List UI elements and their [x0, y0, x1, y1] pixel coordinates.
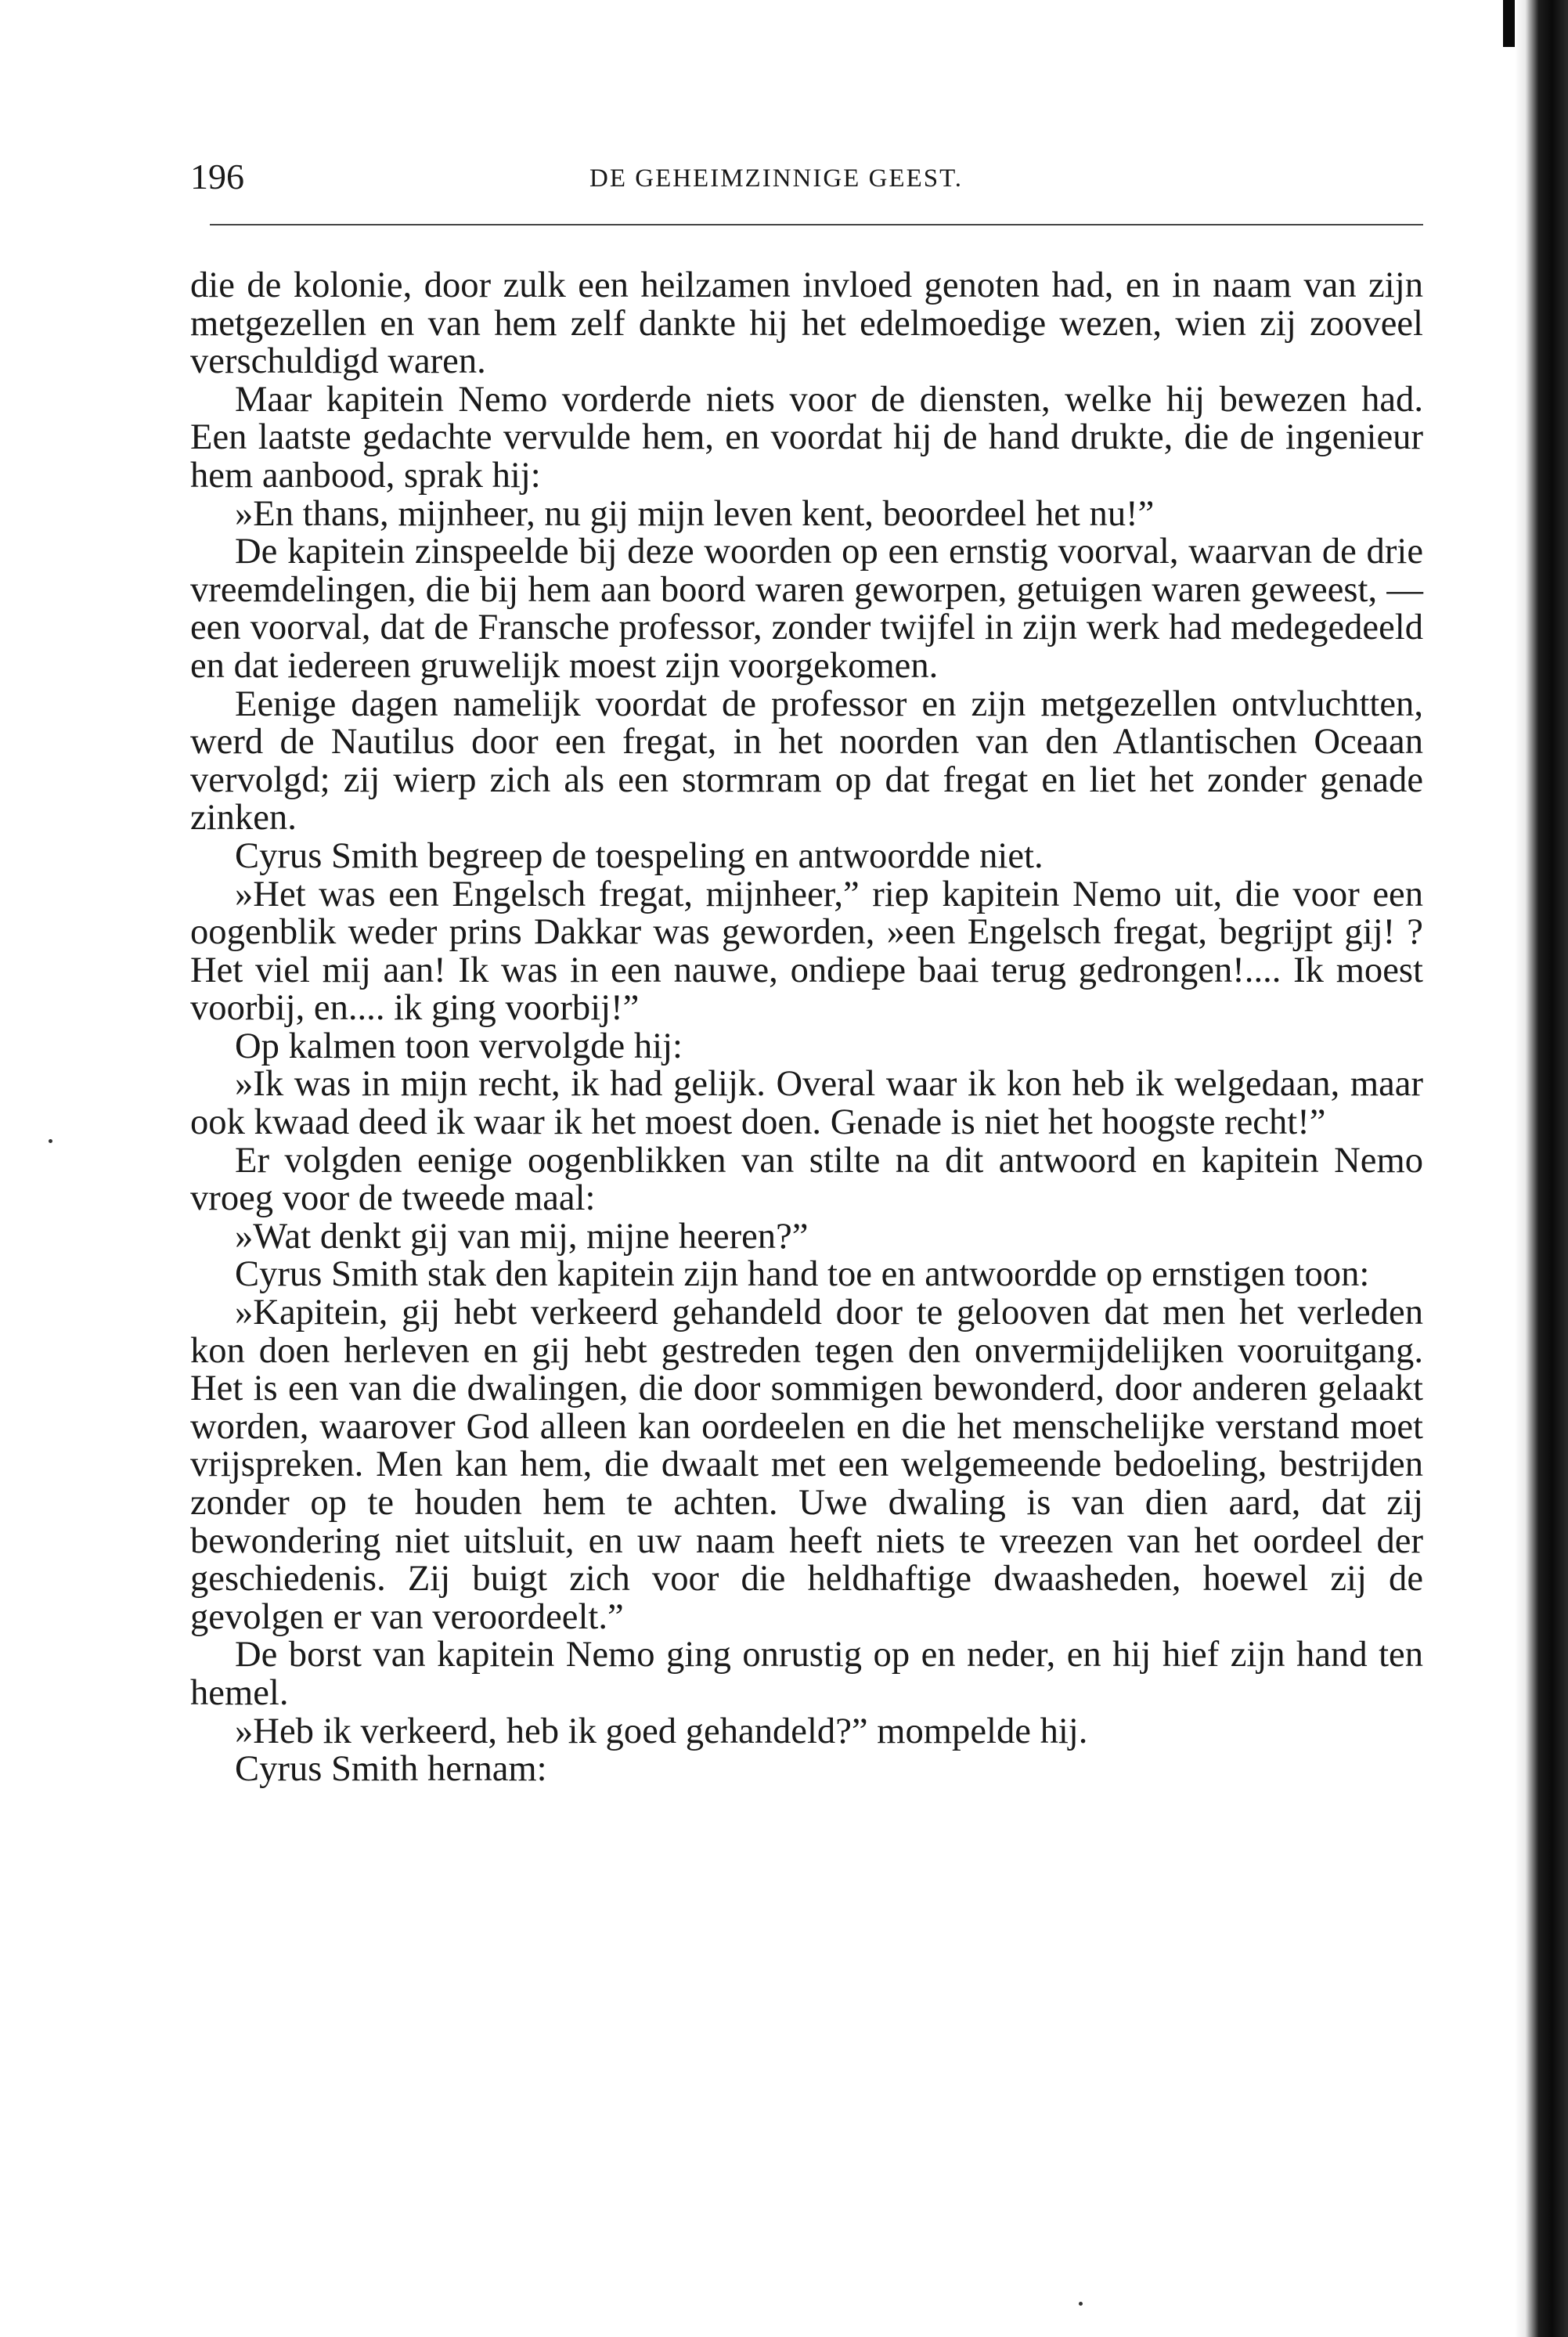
paragraph: Cyrus Smith begreep de toespeling en antwoordde niet. — [235, 835, 1044, 876]
page-header — [190, 153, 1423, 200]
paragraph: Maar kapitein Nemo vorderde niets voor de diensten, welke hij bewezen had. Een laatste gedachte vervulde hem, en voordat hij de hand drukte, die de ingenieur hem aanbood, sprak hij: — [190, 378, 1423, 496]
paragraph: De kapitein zinspeelde bij deze woorden op een ernstig voorval, waarvan de drie vreemdelingen, die bij hem aan boord waren geworpen, getuigen waren geweest, — een voorval, dat de Fransche professor, zonder twijfel in zijn werk had medegedeeld en dat iedereen gruwelijk moest zijn voorgekomen. — [190, 531, 1423, 686]
paragraph: »Kapitein, gij hebt verkeerd gehandeld door te gelooven dat men het verleden kon doen herleven en gij hebt gestreden tegen den onvermijdelijken vooruitgang. Het is een van die dwalingen, die door sommigen bewonderd, door anderen gelaakt worden, waarover God alleen kan oordeelen en die het menschelijke verstand moet vrijspreken. Men kan hem, die dwaalt met een welgemeende bedoeling, bestrijden zonder op te houden hem te achten. Uwe dwaling is van dien aard, dat zij bewondering niet uitsluit, en uw naam heeft niets te vreezen van het oordeel der geschiedenis. Zij buigt zich voor die heldhaftige dwaasheden, hoewel zij de gevolgen er van veroordeelt.” — [190, 1292, 1423, 1637]
paragraph: »Wat denkt gij van mij, mijne heeren?” — [235, 1215, 809, 1257]
paragraph: »En thans, mijnheer, nu gij mijn leven kent, beoordeel het nu!” — [235, 492, 1155, 534]
paragraph: Er volgden eenige oogenblikken van stilte na dit antwoord en kapitein Nemo vroeg voor de tweede maal: — [190, 1139, 1423, 1219]
scan-speck — [49, 1139, 52, 1143]
paragraph: »Heb ik verkeerd, heb ik goed gehandeld?” mompelde hij. — [235, 1710, 1088, 1751]
page-number: 196 — [190, 157, 244, 197]
paragraph: Eenige dagen namelijk voordat de professor en zijn metgezellen ontvluchtten, werd de Nautilus door een fregat, in het noorden van den Atlantischen Oceaan vervolgd; zij wierp zich als een stormram op dat fregat en liet het zonder genade zinken. — [190, 683, 1423, 839]
paragraph: »Ik was in mijn recht, ik had gelijk. Overal waar ik kon heb ik welgedaan, maar ook kwaad deed ik waar ik het moest doen. Genade is niet het hoogste recht!” — [190, 1063, 1423, 1143]
paragraph: »Het was een Engelsch fregat, mijnheer,” riep kapitein Nemo uit, die voor een oogenblik weder prins Dakkar was geworden, »een Engelsch fregat, begrijpt gij! ? Het viel mij aan! Ik was in een nauwe, ondiepe baai terug gedrongen!.... Ik moest voorbij, en.... ik ging voorbij!” — [190, 873, 1423, 1029]
paragraph: die de kolonie, door zulk een heilzamen invloed genoten had, en in naam van zijn metgezellen en van hem zelf dankte hij het edelmoedige wezen, wien zij zooveel verschuldigd waren. — [190, 265, 1423, 382]
running-head: DE GEHEIMZINNIGE GEEST. — [589, 164, 964, 193]
paragraph: De borst van kapitein Nemo ging onrustig op en neder, en hij hief zijn hand ten hemel. — [190, 1634, 1423, 1713]
body-text — [190, 266, 1423, 1788]
paragraph: Cyrus Smith hernam: — [235, 1748, 547, 1790]
scan-speck — [1079, 2302, 1083, 2306]
header-rule — [210, 224, 1423, 225]
paragraph: Cyrus Smith stak den kapitein zijn hand toe en antwoordde op ernstigen toon: — [235, 1253, 1370, 1295]
paragraph: Op kalmen toon vervolgde hij: — [235, 1025, 683, 1066]
binding-edge — [1515, 0, 1568, 2337]
